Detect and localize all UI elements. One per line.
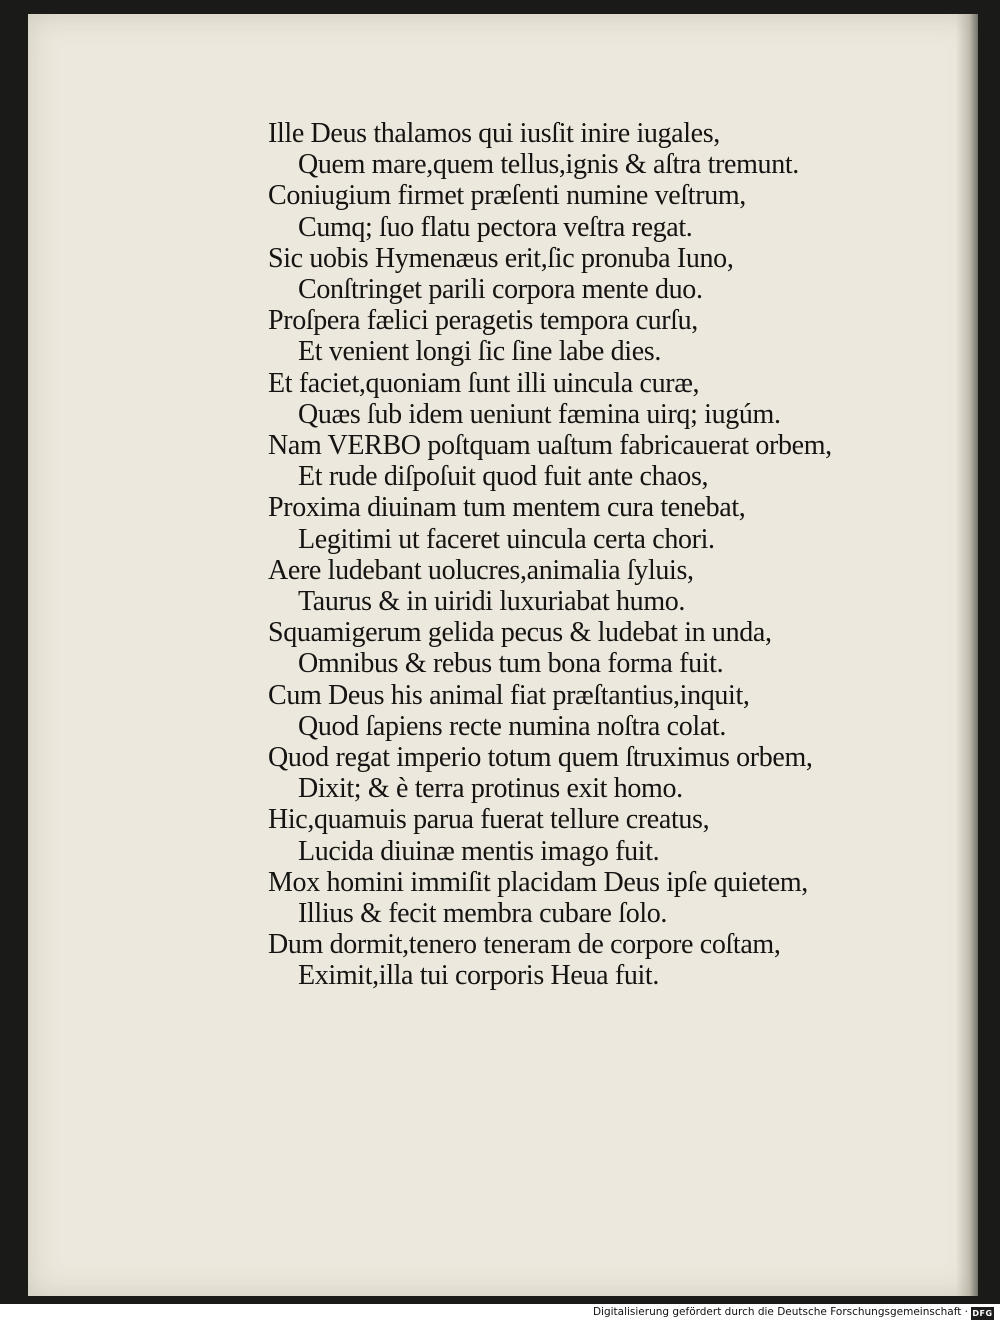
poem-line: Conſtringet parili corpora mente duo. [298,274,703,306]
poem-text [250,118,910,992]
poem-line: Aere ludebant uolucres,animalia ſyluis, [268,554,694,586]
poem-line: Sic uobis Hymenæus erit,ſic pronuba Iuno, [268,242,734,274]
poem-line: Legitimi ut faceret uincula certa chori. [298,523,715,555]
poem-line: Taurus & in uiridi luxuriabat humo. [298,586,686,618]
funding-credit: Digitalisierung gefördert durch die Deutsche Forschungsgemeinschaft · [592,1306,968,1318]
poem-line: Dum dormit,tenero teneram de corpore coſtam, [268,929,781,961]
dfg-logo: DFG [972,1309,993,1318]
poem-line: Illius & fecit membra cubare ſolo. [298,898,668,930]
poem-line: Quod regat imperio totum quem ſtruximus orbem, [268,742,813,774]
poem-line: Lucida diuinæ mentis imago fuit. [298,835,660,867]
page-edge-shadow [956,14,978,1296]
poem-line: Cumq; ſuo flatu pectora veſtra regat. [298,211,693,243]
footer-bar [0,1304,1000,1323]
book-page [28,14,978,1296]
poem-line: Hic,quamuis parua fuerat tellure creatus, [268,804,710,836]
poem-line: Nam VERBO poſtquam uaſtum fabricauerat orbem, [268,430,832,462]
poem-line: Coniugium firmet præſenti numine veſtrum, [268,180,746,212]
poem-line: Omnibus & rebus tum bona forma fuit. [298,648,724,680]
poem-line: Eximit,illa tui corporis Heua fuit. [298,960,660,992]
poem-line: Et faciet,quoniam ſunt illi uincula curæ, [268,367,700,399]
poem-line: Cum Deus his animal fiat præſtantius,inquit, [268,679,750,711]
poem-line: Ille Deus thalamos qui iusſit inire iugales, [268,118,720,149]
poem-line: Mox homini immiſit placidam Deus ipſe quietem, [268,866,808,898]
poem-line: Dixit; & è terra protinus exit homo. [298,773,683,805]
poem-line: Quod ſapiens recte numina noſtra colat. [298,710,726,742]
poem-line: Quæs ſub idem ueniunt fæmina uirq; iugúm. [298,398,781,430]
poem-line: Proſpera fælici peragetis tempora curſu, [268,305,698,337]
poem-line: Squamigerum gelida pecus & ludebat in unda, [268,617,772,649]
poem-line: Et rude diſpoſuit quod fuit ante chaos, [298,461,709,493]
poem-line: Et venient longi ſic ſine labe dies. [298,336,661,368]
poem-line: Proxima diuinam tum mentem cura tenebat, [268,492,746,524]
poem-line: Quem mare,quem tellus,ignis & aſtra tremunt. [298,149,799,181]
